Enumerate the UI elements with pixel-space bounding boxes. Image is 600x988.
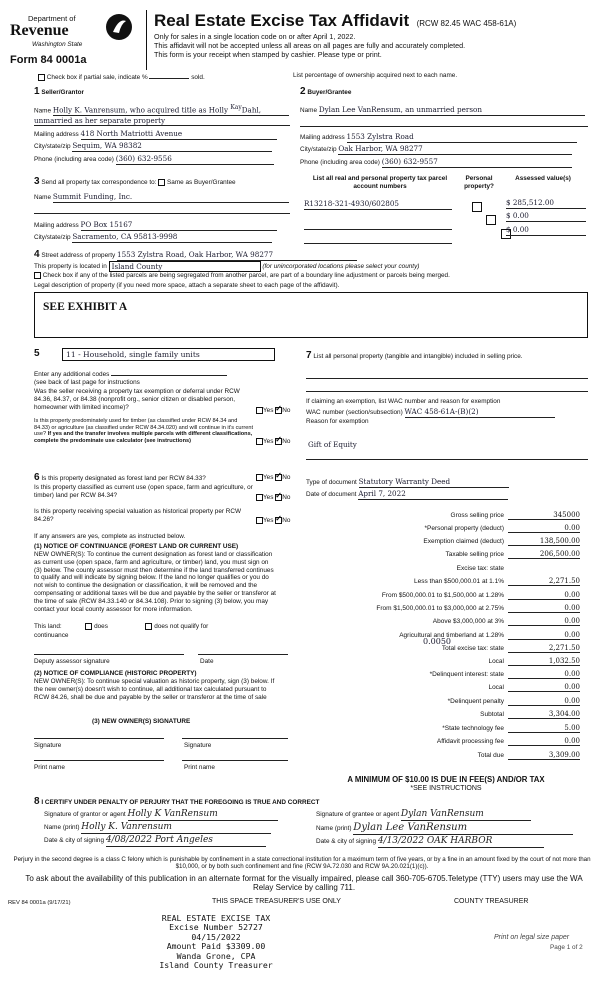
forest-yes-checkbox[interactable] — [256, 474, 263, 481]
buyer-name-row — [300, 106, 590, 116]
seller-city-value[interactable]: Sequim, WA 98382 — [72, 142, 272, 152]
calc-row — [298, 575, 588, 586]
calc-row — [298, 522, 588, 533]
stamp-line-3: 04/15/2022 — [191, 931, 241, 942]
stamp-line-5: Wanda Grone, CPA — [176, 950, 256, 961]
buyer-phone-row — [300, 158, 590, 168]
additional-codes-row — [34, 371, 227, 379]
calc-row — [298, 602, 588, 613]
additional-codes-input[interactable] — [111, 375, 227, 376]
calc-row — [298, 535, 588, 546]
partial-sale-label-a: Check box if partial sale, indicate % — [46, 74, 148, 82]
forest-question-1 — [34, 472, 260, 484]
parcels-col1-header: List all real and personal property tax parcel account numbers — [312, 175, 448, 190]
exemption-no-label: No — [282, 407, 291, 415]
land-does-not-checkbox[interactable] — [145, 623, 152, 630]
buyer-phone-label: Phone (including area code) — [300, 159, 380, 166]
correspondence-name-row — [34, 193, 292, 203]
perjury-notice: Perjury in the second degree is a class C felony which is punishable by confinement in a state correctional institution for a maximum term of five years, or by a fine in an amount fixed by the court of not more than $10,000, or by both such confinement and fine (RCW 9A.72.030 and RCW 9A.20.021(1)(c)). — [13, 856, 591, 871]
reason-value[interactable]: Gift of Equity — [308, 440, 357, 449]
continuance-label: continuance — [34, 632, 69, 639]
calc-value[interactable]: 0.00 — [508, 524, 580, 533]
buyer-heading-row — [300, 86, 351, 98]
grantee-signature[interactable]: Dylan VanRensum — [401, 809, 531, 821]
historic-answer — [256, 517, 290, 525]
calc-row — [298, 655, 588, 666]
parcel-number-1[interactable]: R13218-321-4930/602805 — [304, 199, 452, 210]
owner2-signature-line[interactable] — [182, 738, 288, 739]
seller-section — [34, 86, 292, 98]
calc-label: Taxable selling price — [445, 551, 504, 558]
street-value[interactable]: 1553 Zylstra Road, Oak Harbor, WA 98277 — [117, 251, 357, 261]
calc-label: From $500,000.01 to $1,500,000 at 1.28% — [381, 592, 504, 599]
header-divider — [146, 10, 147, 70]
section8-number: 8 — [34, 796, 40, 807]
assessed-value-1[interactable]: $ 285,512.00 — [506, 198, 586, 209]
legal-label: Legal description of property (if you need more space, attach a separate sheet to each page of the affidavit). — [34, 282, 340, 289]
dor-seal-icon — [104, 12, 134, 42]
seller-heading: Seller/Grantor — [41, 89, 84, 96]
dept-line2: Revenue — [10, 22, 69, 39]
this-land-label: This land: — [34, 623, 62, 631]
forest-yes-label: Yes — [263, 474, 274, 482]
exemption-no-checkbox[interactable] — [275, 407, 282, 414]
header-note-1: Only for sales in a single location code on or after April 1, 2022. — [154, 32, 356, 41]
current-use-no-label: No — [282, 494, 291, 502]
seller-name-text: Holly K. Vanrensum, who acquired title as Holly — [52, 105, 229, 115]
correspondence-mailing-row — [34, 221, 292, 231]
grantor-date-label: Date & city of signing — [44, 837, 105, 844]
form-rcw: (RCW 82.45 WAC 458-61A) — [416, 19, 517, 28]
calc-value[interactable]: 0.00 — [508, 591, 580, 600]
parcels-col2-header: Personal property? — [464, 175, 494, 190]
personal-property-checkbox-1[interactable] — [472, 202, 482, 212]
buyer-heading: Buyer/Grantee — [307, 89, 352, 96]
grantor-date-row — [44, 835, 266, 847]
notice2-title: (2) NOTICE OF COMPLIANCE (HISTORIC PROPERTY) — [34, 670, 197, 677]
seller-name-line1[interactable] — [53, 104, 289, 116]
parcels-col3-header: Assessed value(s) — [515, 175, 571, 182]
owner2-signature-label: Signature — [184, 742, 212, 749]
exemption-answer — [256, 407, 290, 415]
buyer-city-label: City/state/zip — [300, 146, 337, 153]
grantee-date[interactable]: 4/13/2022 OAK HARBOR — [378, 836, 544, 848]
exemption-yes-checkbox[interactable] — [256, 407, 263, 414]
seller-mailing-value[interactable]: 418 North Matriotti Avenue — [81, 130, 277, 140]
timber-question — [34, 418, 254, 445]
partial-sale-percent[interactable] — [149, 78, 189, 79]
exemption-claim-note: If claiming an exemption, list WAC number and reason for exemption — [306, 398, 501, 405]
calc-value[interactable]: 206,500.00 — [508, 550, 580, 559]
buyer-name-value[interactable]: Dylan Lee VanRensum, an unmarried person — [319, 106, 585, 116]
calc-value[interactable]: 0.00 — [508, 617, 580, 626]
buyer-name-label: Name — [300, 107, 318, 114]
land-use-section-number: 5 — [34, 348, 40, 359]
dor-logo — [10, 10, 140, 72]
same-as-buyer-label: Same as Buyer/Grantee — [167, 179, 236, 186]
calc-value[interactable]: 0.00 — [508, 697, 580, 706]
stamp-line-6: Island County Treasurer — [159, 960, 273, 971]
correspondence-name-label: Name — [34, 194, 52, 201]
calc-row — [298, 668, 588, 679]
header-note-3: This form is your receipt when stamped by cashier. Please type or print. — [154, 50, 382, 59]
calc-value[interactable]: 1,032.50 — [508, 657, 580, 666]
exemption-yes-label: Yes — [263, 407, 274, 415]
calc-label: From $1,500,000.01 to $3,000,000 at 2.75% — [376, 605, 504, 612]
reason-line-2[interactable] — [306, 459, 588, 460]
seller-mailing-label: Mailing address — [34, 131, 79, 138]
doc-date-value[interactable]: April 7, 2022 — [358, 490, 508, 500]
grantor-name-row — [44, 822, 271, 834]
correspondence-city-row — [34, 233, 292, 243]
calc-value[interactable]: 345000 — [508, 511, 580, 520]
parcel-number-2[interactable] — [304, 219, 452, 230]
timber-yes-label: Yes — [263, 438, 274, 446]
forest-no-checkbox[interactable] — [275, 474, 282, 481]
grantee-date-label: Date & city of signing — [316, 838, 377, 845]
calc-label: Total excise tax: state — [441, 645, 504, 652]
correspondence-city-label: City/state/zip — [34, 234, 71, 241]
correspondence-heading-row — [34, 176, 294, 188]
current-use-answer — [256, 494, 290, 502]
calc-value[interactable]: 2,271.50 — [508, 577, 580, 586]
forest-answer-1 — [256, 474, 290, 482]
buyer-city-value[interactable]: Oak Harbor, WA 98277 — [338, 145, 572, 155]
legal-description-box[interactable] — [34, 292, 588, 338]
accessibility-notice: To ask about the availability of this publication in an alternate format for the visually impaired, please call 360-705-6705.Teletype (TTY) users may use the WA Relay Service by calling 711. — [25, 874, 583, 893]
calc-label: Local — [488, 684, 504, 691]
buyer-mailing-label: Mailing address — [300, 134, 345, 141]
land-does-not-label: does not qualify for — [154, 623, 209, 631]
seller-city-label: City/state/zip — [34, 143, 71, 150]
calc-label: Gross selling price — [450, 512, 504, 519]
calc-value[interactable]: 3,304.00 — [508, 710, 580, 719]
seller-section-number: 1 — [34, 86, 40, 97]
forest-question-1-text: Is this property designated as forest land per RCW 84.33? — [41, 475, 206, 482]
grantor-signature[interactable]: Holly K VanRensum — [128, 809, 278, 821]
stamp-line-4: Amount Paid $3309.00 — [166, 941, 266, 952]
county-row — [34, 261, 590, 272]
calc-row — [298, 735, 588, 746]
personal-property-line-1[interactable] — [306, 378, 588, 379]
page-number: Page 1 of 2 — [550, 944, 583, 951]
if-yes-note: If any answers are yes, complete as instructed below. — [34, 533, 186, 540]
seller-city-row — [34, 142, 292, 152]
grantee-name-row — [316, 822, 573, 835]
deputy-date-label: Date — [200, 658, 214, 665]
calc-row — [298, 695, 588, 706]
grantee-signature-row — [316, 809, 531, 821]
grantor-signature-row — [44, 809, 278, 821]
correspondence-name-line2[interactable] — [34, 213, 290, 214]
buyer-name-line2[interactable] — [300, 126, 588, 127]
seller-name-label: Name — [34, 107, 52, 115]
additional-codes-label: Enter any additional codes — [34, 371, 110, 378]
calc-row — [298, 562, 588, 573]
assessed-value-2[interactable]: $ 0.00 — [506, 211, 586, 222]
buyer-mailing-row — [300, 133, 590, 143]
timber-answer — [256, 438, 290, 446]
calc-label: Exemption claimed (deduct) — [423, 538, 504, 545]
calc-row — [298, 708, 588, 719]
see-instructions-note: *SEE INSTRUCTIONS — [410, 785, 482, 792]
seller-phone-value[interactable]: (360) 632-9556 — [116, 155, 274, 165]
timber-no-checkbox[interactable] — [275, 438, 282, 445]
forest-no-label: No — [282, 474, 291, 482]
partial-sale-row — [38, 74, 205, 82]
deputy-label: Deputy assessor signature — [34, 658, 110, 665]
calc-label: *State technology fee — [442, 725, 504, 732]
notice1-body: NEW OWNER(S): To continue the current designation as forest land or classification as current use (open space, farm and agriculture, or timber) land, you must sign on (3) below. The county assessor must then determine if the land transferred continues to qualify and will indicate by signing below. If the land no longer qualifies or you do not wish to continue the designation or classification, it will be removed and the compensating or additional taxes will be due and payable by the seller or transferor at the time of sale (RCW 84.33.140 or 84.34.108). Prior to signing (3) below, you may contact your local county assessor for more information. — [34, 551, 276, 613]
calc-label: *Personal property (deduct) — [424, 525, 504, 532]
doc-type-row — [306, 478, 596, 488]
correspondence-mailing-label: Mailing address — [34, 222, 79, 229]
seller-mailing-row — [34, 130, 292, 140]
seller-name-kay: Kay — [230, 104, 242, 111]
grantor-date[interactable]: 4/08/2022 Port Angeles — [106, 835, 266, 847]
correspondence-heading: Send all property tax correspondence to: — [41, 179, 157, 186]
calc-label: Less than $500,000.01 at 1.1% — [414, 578, 504, 585]
land-use-row — [34, 348, 40, 360]
this-land-row — [34, 623, 208, 631]
timber-question-text: Is this property predominately used for timber (as classified under RCW 84.34 and 84.33) or agriculture (as classified under RCW 84.34.020) and will continue in it's current use? — [34, 418, 254, 438]
owner1-print-line[interactable] — [34, 760, 164, 761]
location-section-number: 4 — [34, 249, 40, 260]
calc-label: Agricultural and timberland at 1.28% — [399, 632, 504, 639]
historic-yes-checkbox[interactable] — [256, 517, 263, 524]
correspondence-name-value[interactable]: Summit Funding, Inc. — [53, 193, 289, 203]
minimum-due-note: A MINIMUM OF $10.00 IS DUE IN FEE(S) AND/OR TAX — [347, 775, 545, 784]
section6-number: 6 — [34, 472, 40, 483]
buyer-mailing-value[interactable]: 1553 Zylstra Road — [347, 133, 577, 143]
county-select[interactable]: Island County — [109, 261, 261, 272]
notice1-title: (1) NOTICE OF CONTINUANCE (FOREST LAND OR CURRENT USE) — [34, 543, 239, 550]
owner2-print-label: Print name — [184, 764, 215, 771]
segregated-row — [34, 272, 594, 280]
partial-sale-label-b: sold. — [191, 74, 205, 82]
form-title-row — [154, 11, 516, 31]
calc-value[interactable]: 3,309.00 — [508, 751, 580, 760]
calc-value[interactable]: 0.00 — [508, 631, 580, 640]
current-use-no-checkbox[interactable] — [275, 494, 282, 501]
seller-name-line2[interactable]: unmarried as her separate property — [34, 116, 290, 126]
grantor-signature-label: Signature of grantor or agent — [44, 811, 126, 818]
owner1-signature-label: Signature — [34, 742, 62, 749]
timber-yes-checkbox[interactable] — [256, 438, 263, 445]
land-does-label: does — [94, 623, 108, 631]
land-does-checkbox[interactable] — [85, 623, 92, 630]
reason-label: Reason for exemption — [306, 418, 369, 425]
calc-label: Subtotal — [480, 711, 504, 718]
doc-type-label: Type of document — [306, 479, 357, 486]
dept-line1: Department of — [28, 14, 76, 23]
street-label: Street address of property — [41, 252, 116, 259]
personal-property-line-2[interactable] — [306, 391, 588, 392]
ownership-note: List percentage of ownership acquired next to each name. — [293, 72, 458, 79]
calc-value[interactable]: 138,500.00 — [508, 537, 580, 546]
stamp-line-1: REAL ESTATE EXCISE TAX — [161, 913, 271, 923]
land-use-select[interactable]: 11 - Household, single family units — [62, 348, 275, 361]
county-note: (for unincorporated locations please select your county) — [262, 263, 420, 271]
calc-row — [298, 548, 588, 559]
deputy-date-line[interactable] — [198, 654, 288, 655]
grantee-date-row — [316, 836, 544, 848]
grantor-name[interactable]: Holly K. Vanrensum — [81, 822, 271, 834]
current-use-question: Is this property classified as current use (open space, farm and agriculture, or timber) land per RCW 84.34? — [34, 484, 253, 499]
calc-row — [298, 681, 588, 692]
buyer-city-row — [300, 145, 590, 155]
seller-phone-row — [34, 155, 292, 165]
wac-value[interactable]: WAC 458-61A-(B)(2) — [405, 408, 555, 418]
calc-row — [298, 749, 588, 760]
exemption-question: Was the seller receiving a property tax exemption or deferral under RCW 84.36, 84.37, or 84.38 (nonprofit org., senior citizen or disabled person, homeowner with limited income)? — [34, 388, 240, 411]
same-as-buyer-checkbox[interactable] — [158, 179, 165, 186]
historic-no-label: No — [282, 517, 291, 525]
grantor-name-label: Name (print) — [44, 824, 80, 831]
segregated-checkbox[interactable] — [34, 272, 41, 279]
assessed-value-3[interactable]: $ 0.00 — [506, 225, 586, 236]
parcel-number-3[interactable] — [304, 233, 452, 244]
owner2-print-line[interactable] — [182, 760, 288, 761]
calc-label: *Delinquent interest: state — [429, 671, 504, 678]
correspondence-mailing-value[interactable]: PO Box 15167 — [81, 221, 277, 231]
personal-property-heading-text: List all personal property (tangible and intangible) included in selling price. — [313, 353, 523, 360]
wac-row — [306, 408, 596, 418]
calc-value[interactable]: 2,271.50 — [508, 644, 580, 653]
doc-date-label: Date of document — [306, 491, 357, 498]
form-title: Real Estate Excise Tax Affidavit — [154, 11, 410, 30]
calc-value[interactable]: 0.00 — [508, 737, 580, 746]
local-rate[interactable]: 0.0050 — [423, 637, 451, 646]
seller-phone-label: Phone (including area code) — [34, 156, 114, 163]
form-number: Form 84 0001a — [10, 54, 87, 66]
treasurer-use-label: THIS SPACE TREASURER'S USE ONLY — [212, 898, 341, 905]
calc-label: *Delinquent penalty — [447, 698, 504, 705]
current-use-yes-label: Yes — [263, 494, 274, 502]
dept-line3: Washington State — [32, 41, 83, 48]
notice2-body: NEW OWNER(S): To continue special valuation as historic property, sign (3) below. If the new owner(s) doesn't wish to continue, all additional tax calculated pursuant to RCW 84.26, shall be due and payable by the seller or transferor at the time of sale — [34, 678, 275, 701]
calc-label: Total due — [477, 752, 504, 759]
grantee-signature-label: Signature of grantee or agent — [316, 811, 400, 818]
seller-name-row — [34, 104, 292, 116]
calc-value[interactable]: 0.00 — [508, 670, 580, 679]
historic-yes-label: Yes — [263, 517, 274, 525]
calc-value[interactable]: 0.00 — [508, 683, 580, 692]
doc-type-value[interactable]: Statutory Warranty Deed — [359, 478, 509, 488]
partial-sale-checkbox[interactable] — [38, 74, 45, 81]
section7-number: 7 — [306, 350, 312, 361]
grantee-name[interactable]: Dylan Lee VanRensum — [353, 822, 573, 835]
print-legal-note: Print on legal size paper — [494, 934, 570, 941]
calc-value[interactable]: 5.00 — [508, 724, 580, 733]
see-back-note: (see back of last page for instructions — [34, 379, 140, 386]
calc-label: Local — [488, 658, 504, 665]
calc-row — [298, 722, 588, 733]
owner1-signature-line[interactable] — [34, 738, 164, 739]
deputy-signature-line[interactable] — [34, 654, 184, 655]
buyer-phone-value[interactable]: (360) 632-9557 — [382, 158, 572, 168]
personal-property-checkbox-2[interactable] — [486, 215, 496, 225]
certify-text: I CERTIFY UNDER PENALTY OF PERJURY THAT THE FOREGOING IS TRUE AND CORRECT — [41, 799, 320, 806]
certify-row — [34, 796, 594, 808]
calc-value[interactable]: 0.00 — [508, 604, 580, 613]
current-use-yes-checkbox[interactable] — [256, 494, 263, 501]
calc-row — [298, 509, 588, 520]
calc-row — [298, 615, 588, 626]
header-note-2: This affidavit will not be accepted unless all areas on all pages are fully and accurately completed. — [154, 41, 466, 50]
historic-question: Is this property receiving special valuation as historical property per RCW 84.26? — [34, 508, 242, 523]
segregated-label: Check box if any of the listed parcels are being segregated from another parcel, are part of a boundary line adjustment or parcels being merged. — [42, 272, 450, 280]
treasurer-stamp — [126, 914, 306, 971]
seller-name-dahl: Dahl, — [241, 105, 262, 115]
notice3-title: (3) NEW OWNER(S) SIGNATURE — [92, 718, 191, 725]
calc-label: Affidavit processing fee — [436, 738, 504, 745]
calc-label: Excise tax: state — [456, 565, 504, 572]
timber-question-bold: If yes and the transfer involves multiple parcels with different classifications, complete the predominate use calculator (see instructions) — [34, 431, 253, 445]
county-label: This property is located in — [34, 263, 107, 271]
timber-no-label: No — [282, 438, 291, 446]
legal-description-text: SEE EXHIBIT A — [43, 301, 128, 313]
owner1-print-label: Print name — [34, 764, 65, 771]
personal-property-heading — [306, 350, 590, 362]
grantee-name-label: Name (print) — [316, 825, 352, 832]
stamp-line-2: Excise Number 52727 — [169, 922, 263, 933]
form-revision: REV 84 0001a (9/17/21) — [8, 900, 71, 906]
county-treasurer-label: COUNTY TREASURER — [454, 898, 529, 905]
correspondence-section-number: 3 — [34, 176, 40, 187]
calc-label: Above $3,000,000 at 3% — [432, 618, 504, 625]
doc-date-row — [306, 490, 596, 500]
wac-label: WAC number (section/subsection) — [306, 409, 403, 416]
historic-no-checkbox[interactable] — [275, 517, 282, 524]
buyer-section-number: 2 — [300, 86, 306, 97]
correspondence-city-value[interactable]: Sacramento, CA 95813-9998 — [72, 233, 272, 243]
calc-row — [298, 589, 588, 600]
street-row — [34, 249, 590, 261]
